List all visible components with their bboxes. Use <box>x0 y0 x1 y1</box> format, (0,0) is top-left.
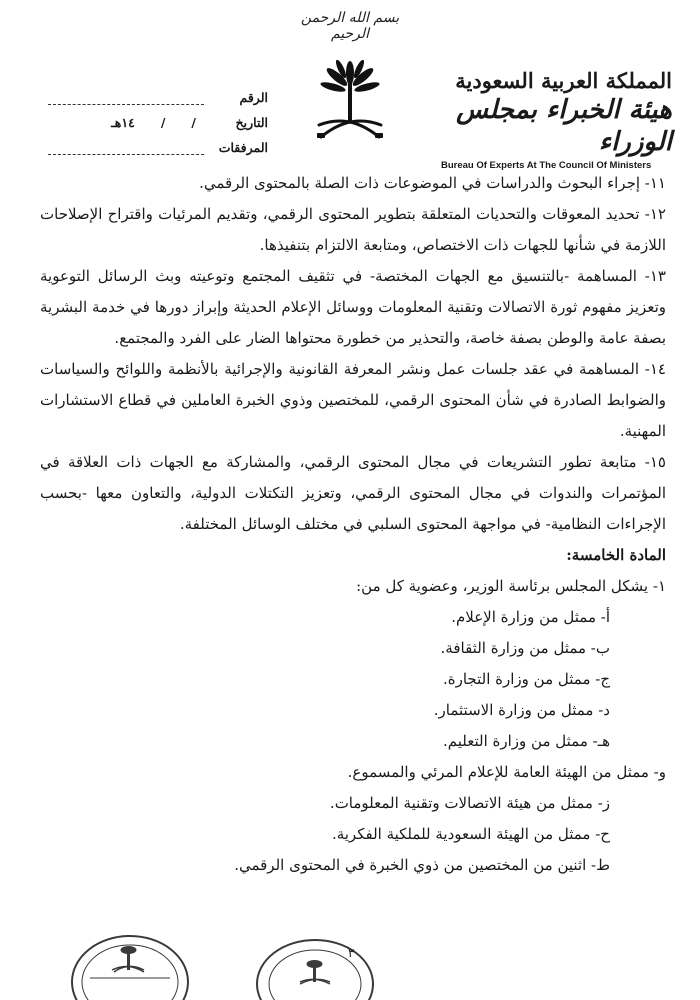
article-heading: المادة الخامسة: <box>566 546 666 564</box>
reference-line <box>48 92 204 105</box>
org-name-kingdom: المملكة العربية السعودية <box>455 68 672 93</box>
attachments-label: المرفقات <box>218 140 268 155</box>
organization-header <box>437 68 672 171</box>
list-item: ١١- إجراء البحوث والدراسات في الموضوعات ذات الصلة بالمحتوى الرقمي. <box>199 174 666 192</box>
member-item: ط- اثنين من المختصين من ذوي الخبرة في المحتوى الرقمي. <box>234 856 610 874</box>
member-item: ح- ممثل من الهيئة السعودية للملكية الفكرية. <box>331 825 610 843</box>
attachments-row <box>48 130 268 155</box>
left-seal-icon <box>72 936 188 1000</box>
member-item: د- ممثل من وزارة الاستثمار. <box>433 701 610 719</box>
member-item: و- ممثل من الهيئة العامة للإعلام المرئي والمسموع. <box>347 763 666 781</box>
right-seal-icon <box>257 940 373 1000</box>
list-item: ١٤- المساهمة في عقد جلسات عمل ونشر المعرفة القانونية والإجرائية بالأنظمة واللوائح والسياسات والضوابط الصادرة في شأن المحتوى الرقمي، للمختصين وذوي الخبرة العاملين في قطاع الاستشارات المهنية. <box>40 360 666 440</box>
clause-intro: ١- يشكل المجلس برئاسة الوزير، وعضوية كل من: <box>356 577 666 595</box>
list-item: ١٢- تحديد المعوقات والتحديات المتعلقة بتطوير المحتوى الرقمي، وتقديم المرئيات واقتراح الإصلاحات اللازمة في شأنها للجهات ذات الاختصاص، ومتابعة الالتزام بتنفيذها. <box>40 205 666 254</box>
reference-label: الرقم <box>239 90 268 105</box>
member-item: أ- ممثل من وزارة الإعلام. <box>451 608 610 626</box>
page-number: ٣ <box>348 946 355 960</box>
date-label: التاريخ <box>235 115 268 130</box>
bismillah: بسم الله الرحمن الرحيم <box>300 10 400 42</box>
date-row <box>48 105 268 130</box>
palm-swords-emblem-icon <box>315 55 385 145</box>
member-item: ب- ممثل من وزارة الثقافة. <box>440 639 610 657</box>
member-item: هـ- ممثل من وزارة التعليم. <box>443 732 610 750</box>
reference-row <box>48 80 268 105</box>
date-slash: / <box>160 115 166 130</box>
date-slash: / <box>191 115 196 130</box>
list-item: ١٣- المساهمة -بالتنسيق مع الجهات المختصة- في تثقيف المجتمع وتوعيته وبث الرسائل التوعوية وتعزيز مفهوم ثورة الاتصالات وتقنية المعلومات ووسائل الإعلام الحديثة وإبراز دورها في خدمة البشرية بصفة عامة والوطن بصفة خاصة، والتحذير من خطورة محتواها الضار على الفرد والمجتمع. <box>40 267 666 347</box>
member-item: ج- ممثل من وزارة التجارة. <box>442 670 610 688</box>
list-item: ١٥- متابعة تطور التشريعات في مجال المحتوى الرقمي، والمشاركة مع الجهات ذات العلاقة في المؤتمرات والندوات في مجال المحتوى الرقمي، وتعزيز التكتلات الدولية، والتعاون معها -بحسب الإجراءات النظامية- في مواجهة المحتوى السلبي في مختلف الوسائل المختلفة. <box>40 453 666 533</box>
attachments-line <box>48 142 204 155</box>
official-seals <box>70 932 390 1000</box>
member-item: ز- ممثل من هيئة الاتصالات وتقنية المعلومات. <box>329 794 610 812</box>
date-suffix: ١٤هـ <box>111 115 135 130</box>
reference-block <box>48 80 268 155</box>
org-name-bureau: هيئة الخبراء بمجلس الوزراء <box>456 95 672 157</box>
date-value <box>111 115 210 130</box>
org-name-english: Bureau Of Experts At The Council Of Ministers <box>441 160 652 171</box>
document-body <box>40 168 666 881</box>
